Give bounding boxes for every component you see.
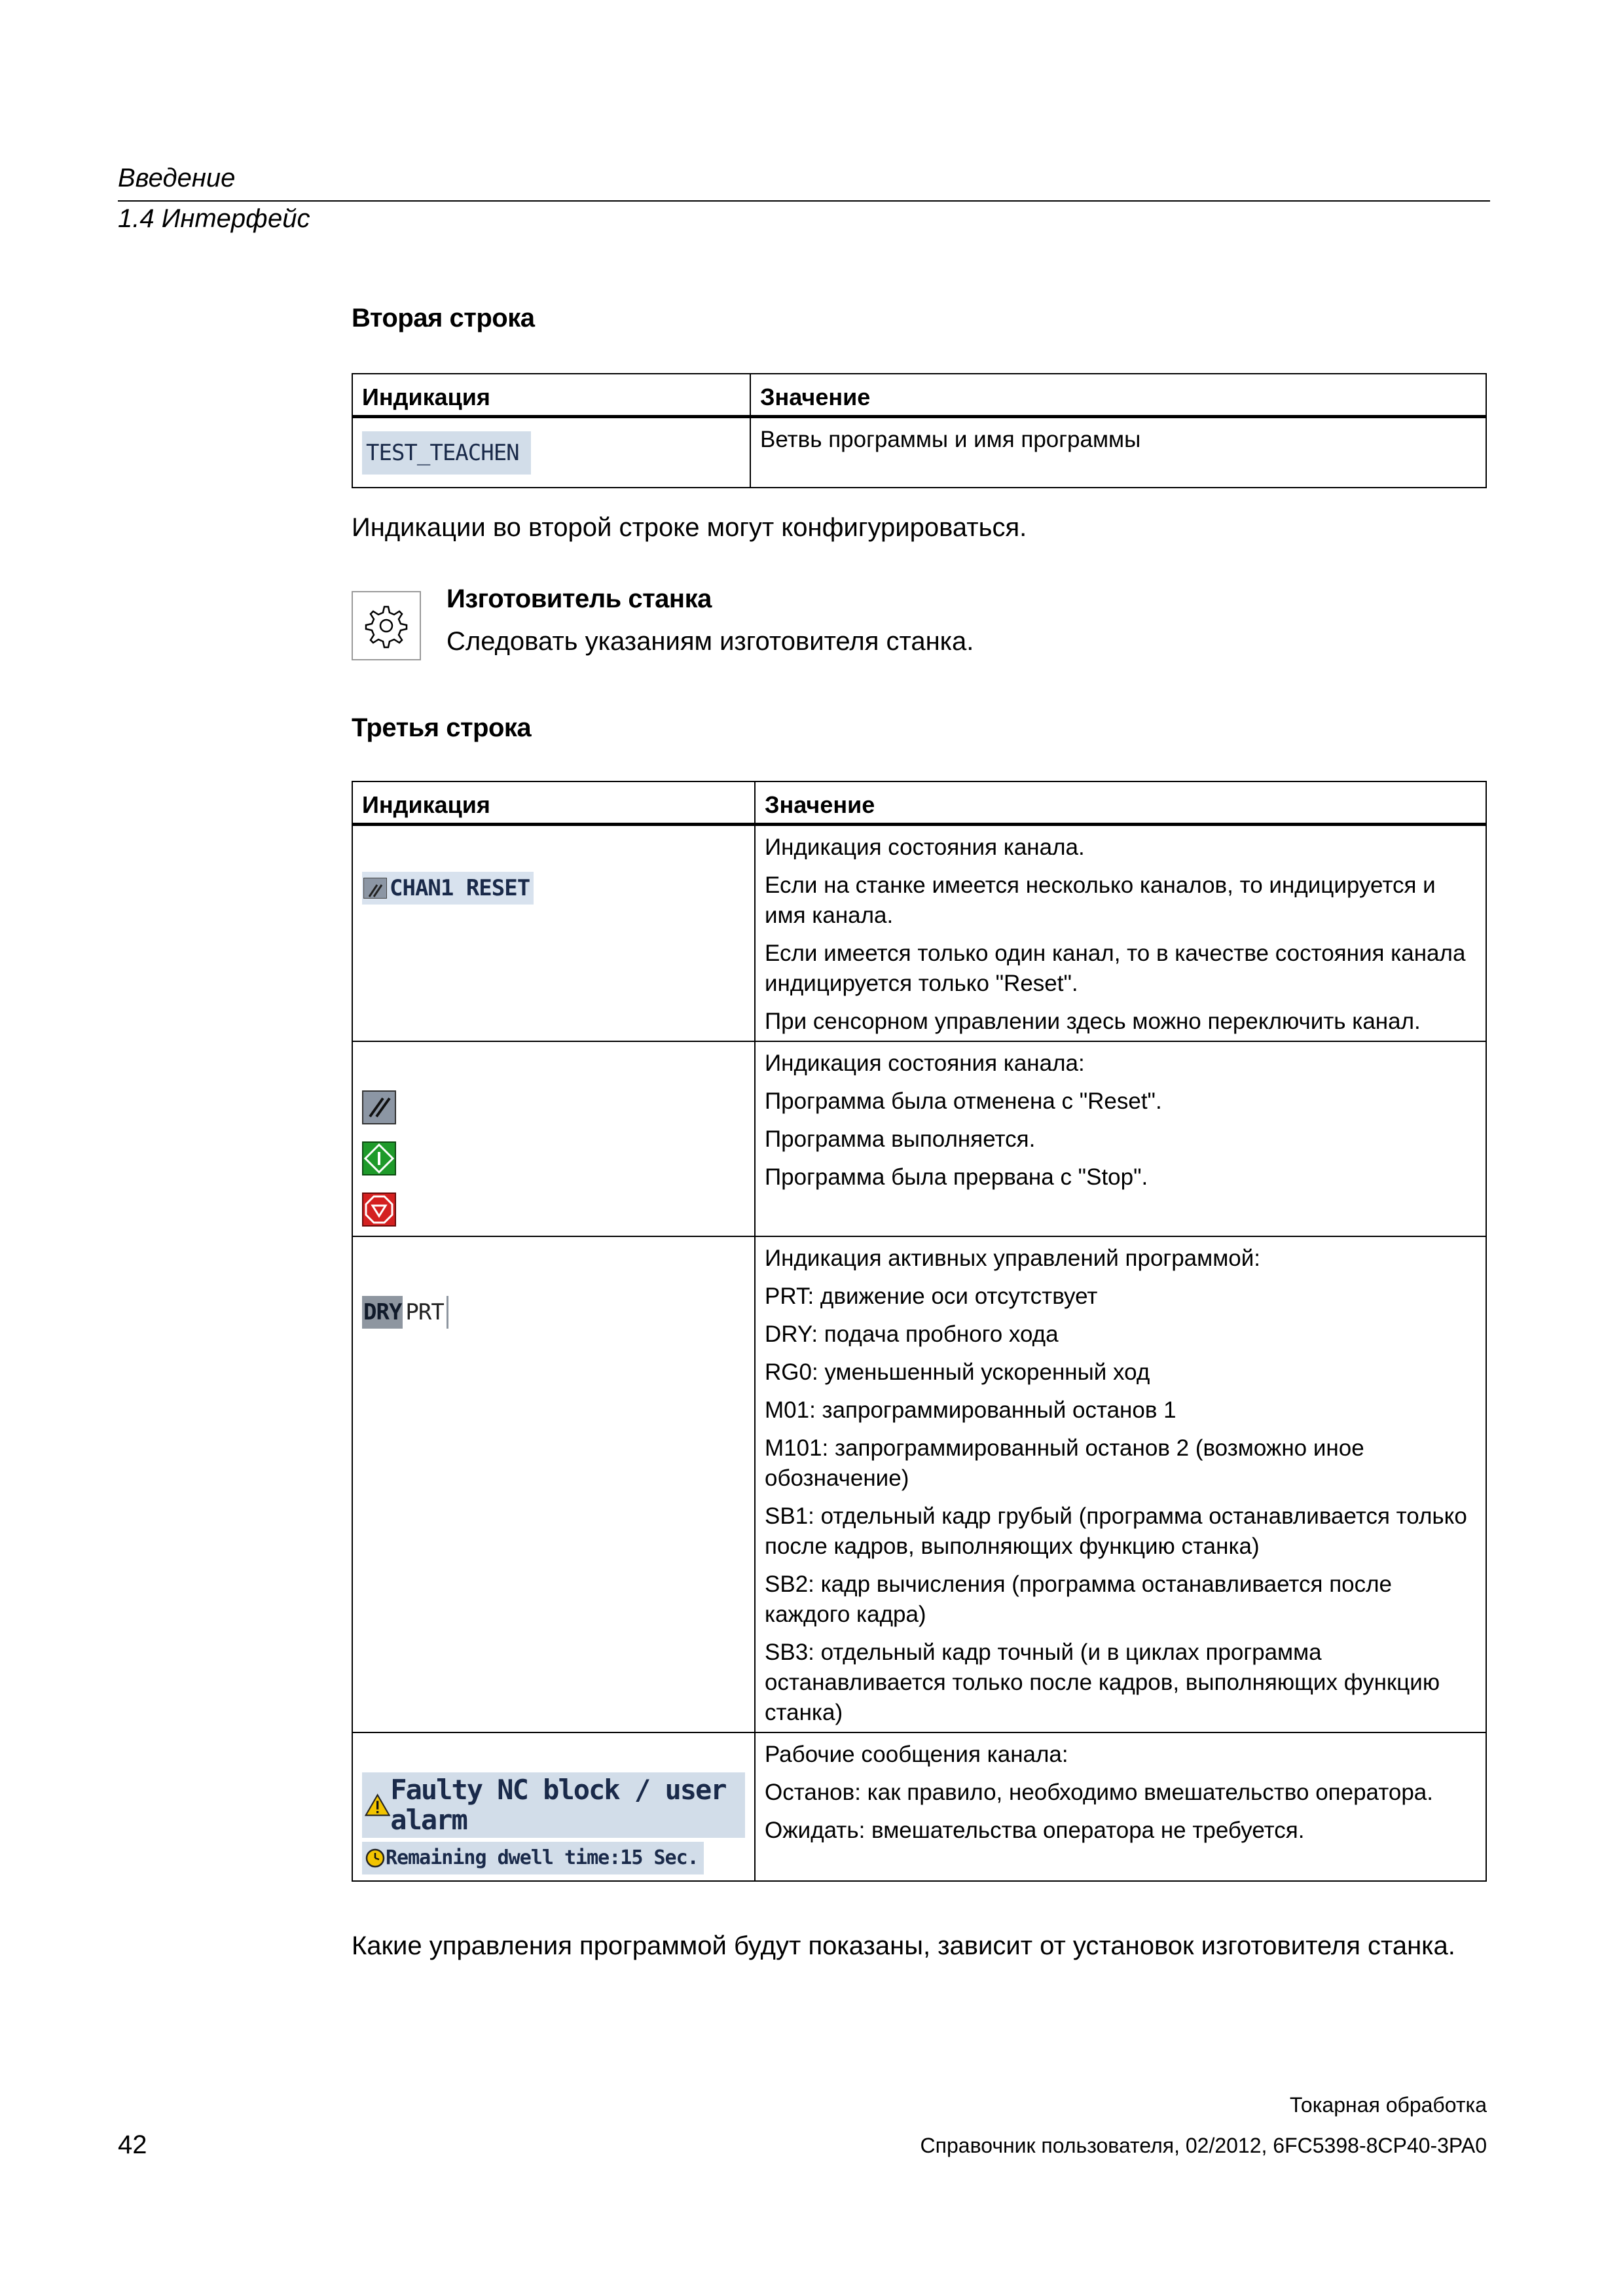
meaning-cell (755, 1732, 1486, 1881)
meaning-line: Программа выполняется. (765, 1126, 1036, 1152)
table-row (352, 825, 1486, 1042)
meaning-line: PRT: движение оси отсутствует (765, 1283, 1098, 1309)
alarm-text: Faulty NC block / user alarm (390, 1774, 726, 1836)
column-header-indication: Индикация (352, 781, 755, 825)
program-control-display (362, 1296, 448, 1329)
indication-cell (352, 825, 755, 1042)
warning-icon (365, 1791, 390, 1820)
indication-cell (352, 417, 750, 488)
running-header-chapter: Введение (118, 164, 236, 192)
meaning-line: Ожидать: вмешательства оператора не требуется. (765, 1818, 1305, 1843)
channel-status-display (362, 872, 534, 905)
meaning-line: RG0: уменьшенный ускоренный ход (765, 1359, 1150, 1385)
alarm-display (362, 1772, 745, 1876)
meaning-line: Индикация состояния канала. (765, 834, 1085, 860)
stop-status-icon (362, 1193, 396, 1227)
meaning-cell (750, 417, 1486, 488)
heading-third-line: Третья строка (352, 713, 532, 742)
column-header-indication: Индикация (352, 374, 750, 417)
footer-manual: Справочник пользователя, 02/2012, 6FC5398-8CP40-3PA0 (920, 2134, 1487, 2157)
header-rule (118, 200, 1490, 202)
footer-product: Токарная обработка (1289, 2093, 1487, 2117)
meaning-line: SB3: отдельный кадр точный (и в циклах программа останавливается только после кадров, выполняющих функцию станка) (765, 1640, 1440, 1725)
meaning-line: M101: запрограммированный останов 2 (возможно иное обозначение) (765, 1435, 1364, 1491)
page-number: 42 (118, 2130, 147, 2159)
wait-message (362, 1842, 704, 1874)
table-row (352, 1732, 1486, 1881)
meaning-line: Индикация состояния канала: (765, 1050, 1085, 1076)
third-line-table (352, 781, 1487, 1882)
second-line-note: Индикации во второй строке могут конфигурироваться. (352, 513, 1027, 542)
wait-text: Remaining dwell time:15 Sec. (386, 1846, 699, 1869)
table-header-row (352, 374, 1486, 417)
table-row (352, 417, 1486, 488)
indication-cell (352, 1041, 755, 1236)
alarm-message (362, 1772, 745, 1838)
channel-status-text: CHAN1 RESET (390, 875, 530, 901)
table-row (352, 1041, 1486, 1236)
gear-icon (352, 591, 421, 660)
meaning-line: Если имеется только один канал, то в качестве состояния канала индицируется только "Reset". (765, 941, 1466, 996)
manufacturer-note-title: Изготовитель станка (447, 584, 712, 613)
meaning-cell (755, 825, 1486, 1042)
meaning-cell (755, 1041, 1486, 1236)
second-line-table (352, 373, 1487, 488)
running-status-icon (362, 1141, 396, 1175)
meaning-line: SB1: отдельный кадр грубый (программа останавливается только после кадров, выполняющих функцию станка) (765, 1503, 1467, 1559)
third-line-note: Какие управления программой будут показаны, зависит от установок изготовителя станка. (352, 1931, 1455, 1960)
meaning-line: Программа была прервана с "Stop". (765, 1164, 1148, 1190)
clock-icon (365, 1848, 386, 1869)
table-header-row (352, 781, 1486, 825)
prt-indicator: PRT (403, 1296, 448, 1329)
reset-status-icon (363, 878, 387, 899)
column-header-meaning: Значение (755, 781, 1486, 825)
meaning-line: M01: запрограммированный останов 1 (765, 1397, 1176, 1423)
meaning-text: Ветвь программы и имя программы (760, 427, 1141, 452)
reset-status-icon (362, 1090, 396, 1124)
running-header-section: 1.4 Интерфейс (118, 204, 310, 233)
meaning-line: Программа была отменена с "Reset". (765, 1088, 1162, 1114)
heading-second-line: Вторая строка (352, 304, 535, 332)
meaning-cell (755, 1236, 1486, 1732)
meaning-line: Рабочие сообщения канала: (765, 1742, 1068, 1767)
column-header-meaning: Значение (750, 374, 1486, 417)
meaning-line: Если на станке имеется несколько каналов, то индицируется и имя канала. (765, 872, 1436, 928)
manufacturer-note-text: Следовать указаниям изготовителя станка. (447, 627, 974, 656)
table-row (352, 1236, 1486, 1732)
meaning-line: SB2: кадр вычисления (программа останавливается после каждого кадра) (765, 1571, 1393, 1627)
meaning-line: DRY: подача пробного хода (765, 1321, 1059, 1347)
indication-cell (352, 1236, 755, 1732)
meaning-line: Индикация активных управлений программой: (765, 1246, 1260, 1271)
meaning-line: Останов: как правило, необходимо вмешательство оператора. (765, 1780, 1433, 1805)
dry-indicator: DRY (362, 1296, 403, 1329)
program-name-display: TEST_TEACHEN (362, 431, 531, 475)
meaning-line: При сенсорном управлении здесь можно переключить канал. (765, 1009, 1421, 1034)
indication-cell (352, 1732, 755, 1881)
